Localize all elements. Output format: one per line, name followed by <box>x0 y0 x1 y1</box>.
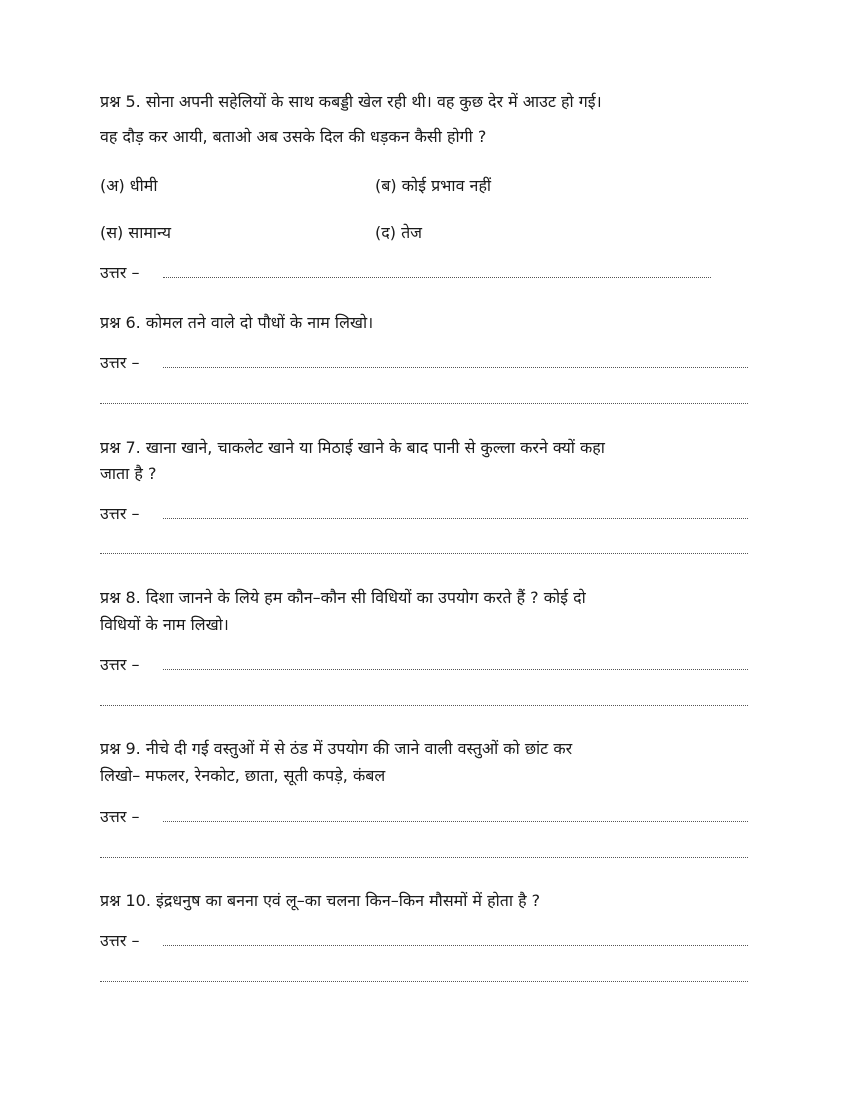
question-8-line-1: प्रश्न 8. दिशा जानने के लिये हम कौन–कौन सी विधियों का उपयोग करते हैं ? कोई दो <box>100 588 586 607</box>
question-6-answer-label: उत्तर – <box>100 353 140 372</box>
question-10-line-1: प्रश्न 10. इंद्रधनुष का बनना एवं लू–का चलना किन–किन मौसमों में होता है ? <box>100 891 541 910</box>
question-10-answer-label: उत्तर – <box>100 931 140 950</box>
question-5-option-c: (स) सामान्य <box>100 223 172 242</box>
question-7-answer-line-2[interactable] <box>100 553 748 554</box>
question-7-line-1: प्रश्न 7. खाना खाने, चाकलेट खाने या मिठाई खाने के बाद पानी से कुल्ला करने क्यों कहा <box>100 438 605 457</box>
question-7-line-2: जाता है ? <box>100 464 157 483</box>
question-5-option-a: (अ) धीमी <box>100 176 158 195</box>
question-9-answer-line-1[interactable] <box>163 821 748 822</box>
question-9-answer-line-2[interactable] <box>100 857 748 858</box>
question-9-line-2: लिखो– मफलर, रेनकोट, छाता, सूती कपड़े, कंबल <box>100 766 386 785</box>
question-5-option-b: (ब) कोई प्रभाव नहीं <box>375 176 492 195</box>
question-8-answer-line-1[interactable] <box>163 669 748 670</box>
question-8-answer-label: उत्तर – <box>100 655 140 674</box>
question-10-answer-line-1[interactable] <box>163 945 748 946</box>
question-5-line-1: प्रश्न 5. सोना अपनी सहेलियों के साथ कबड्डी खेल रही थी। वह कुछ देर में आउट हो गई। <box>100 92 602 111</box>
question-7-answer-line-1[interactable] <box>163 518 748 519</box>
question-5-answer-line[interactable] <box>163 277 711 278</box>
question-9-line-1: प्रश्न 9. नीचे दी गई वस्तुओं में से ठंड में उपयोग की जाने वाली वस्तुओं को छांट कर <box>100 739 573 758</box>
question-5-answer-label: उत्तर – <box>100 263 140 282</box>
question-10-answer-line-2[interactable] <box>100 981 748 982</box>
question-8-answer-line-2[interactable] <box>100 705 748 706</box>
question-9-answer-label: उत्तर – <box>100 807 140 826</box>
question-5-line-2: वह दौड़ कर आयी, बताओ अब उसके दिल की धड़कन कैसी होगी ? <box>100 127 487 146</box>
question-5-option-d: (द) तेज <box>375 223 423 242</box>
question-8-line-2: विधियों के नाम लिखो। <box>100 615 229 634</box>
question-6-answer-line-2[interactable] <box>100 403 748 404</box>
question-6-line-1: प्रश्न 6. कोमल तने वाले दो पौधों के नाम लिखो। <box>100 313 374 332</box>
question-6-answer-line-1[interactable] <box>163 367 748 368</box>
question-7-answer-label: उत्तर – <box>100 504 140 523</box>
